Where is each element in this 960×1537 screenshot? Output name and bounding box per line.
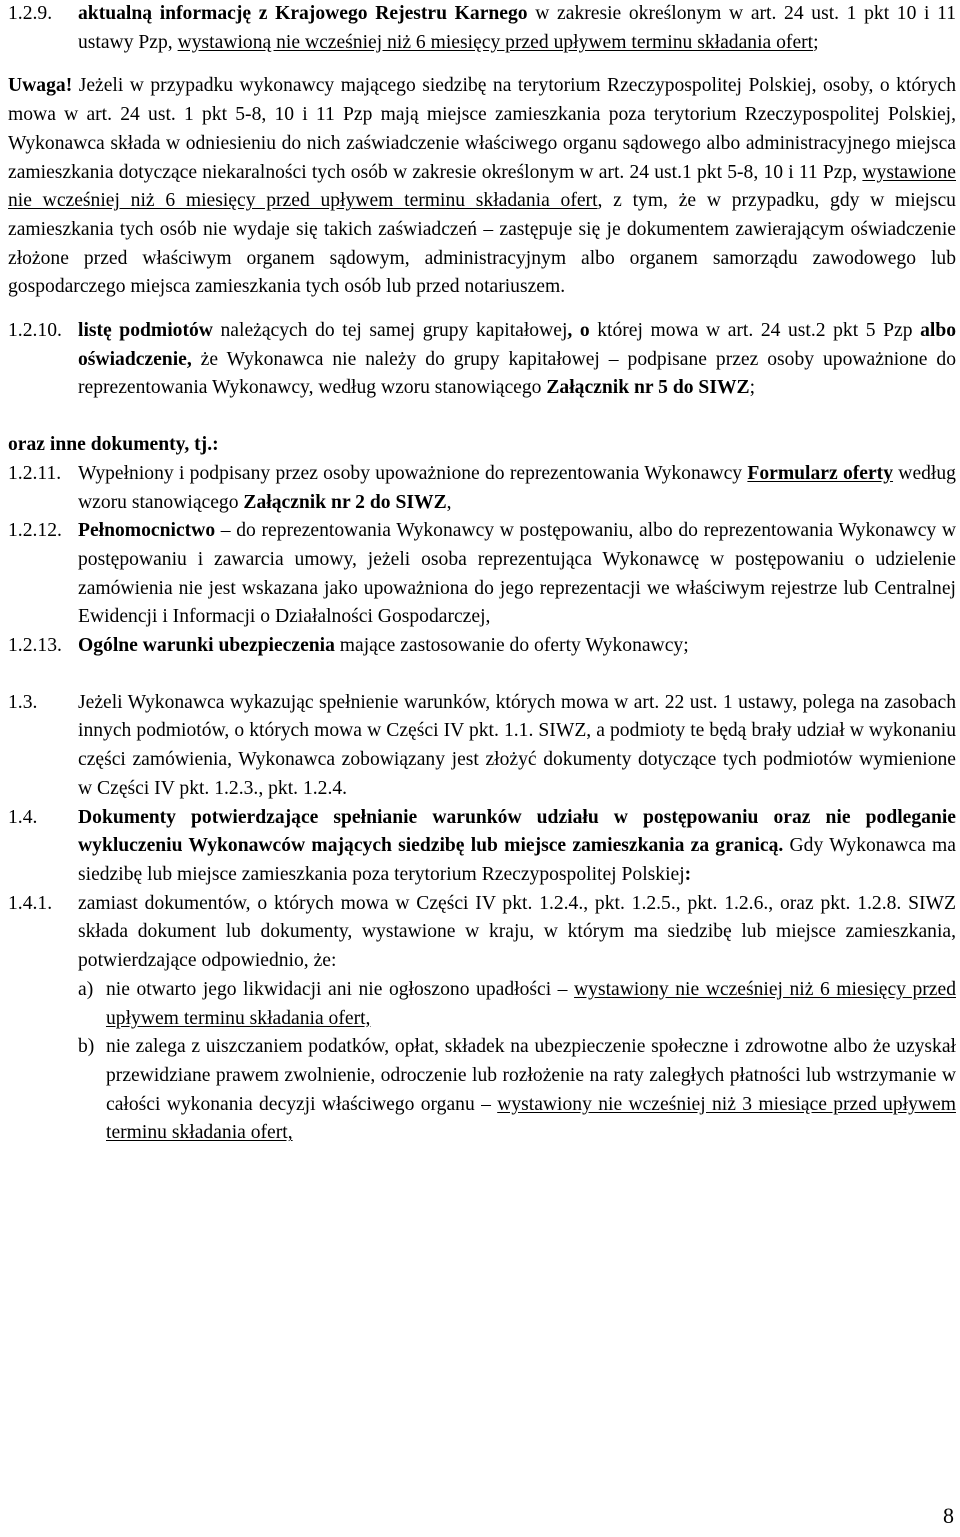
bold-text: Pełnomocnictwo bbox=[78, 520, 216, 542]
paragraph-1-2-13 bbox=[8, 632, 956, 661]
paragraph-1-2-11 bbox=[8, 460, 956, 517]
paragraph-1-4-1 bbox=[8, 890, 956, 1148]
list-item-text bbox=[106, 1033, 956, 1148]
page-number: 8 bbox=[943, 1503, 954, 1528]
bold-underlined-text: Formularz oferty bbox=[747, 462, 894, 484]
list-item bbox=[78, 1033, 956, 1148]
paragraph-1-2-10 bbox=[8, 317, 956, 403]
paragraph-text bbox=[78, 317, 956, 403]
paragraph-number: 1.4.1. bbox=[8, 892, 53, 914]
note-paragraph bbox=[8, 72, 956, 302]
text: , bbox=[446, 491, 452, 513]
paragraph-text bbox=[78, 517, 956, 632]
paragraph-1-2-12 bbox=[8, 517, 956, 632]
text: nie zalega z uiszczaniem podatków, opłat, składek na ubezpieczenie społeczne i zdrowotne albo że uzyskał przewidziane prawem zwolnienie, odroczenie lub rozłożenie na raty zaległych płatności lub wstrzymanie w całości wykonania decyzji właściwego organu – bbox=[106, 1036, 956, 1115]
underlined-text: wystawiony nie wcześniej niż 3 miesiące przed upływem terminu składania ofert, bbox=[106, 1093, 956, 1144]
paragraph-text bbox=[78, 804, 956, 890]
paragraph-number: 1.3. bbox=[8, 691, 38, 713]
paragraph-text bbox=[78, 0, 956, 57]
heading-text: oraz inne dokumenty, tj.: bbox=[8, 434, 219, 456]
bold-text: Załącznik nr 5 do SIWZ bbox=[546, 377, 750, 399]
bold-text: Załącznik nr 2 do SIWZ bbox=[243, 491, 447, 513]
paragraph-1-3 bbox=[8, 689, 956, 804]
text: – do reprezentowania Wykonawcy w postępowaniu, albo do reprezentowania Wykonawcy w postępowaniu i zawarcia umowy, jeżeli osoba reprezentująca Wykonawcę w postępowaniu o udzielenie zamówienia nie jest wskazana jako upoważniona do jego reprezentacji we właściwym rejestrze lub Centralnej Ewidencji i Informacji o Działalności Gospodarczej, bbox=[78, 520, 956, 628]
document-page bbox=[8, 0, 956, 1148]
list-item-text bbox=[106, 976, 956, 1033]
paragraph-text: Jeżeli Wykonawca wykazując spełnienie warunków, których mowa w art. 22 ust. 1 ustawy, polega na zasobach innych podmiotów, o których mowa w Części IV pkt. 1.1. SIWZ, a podmioty te będą brały udział w wykonaniu części zamówienia, Wykonawca zobowiązany jest złożyć dokumenty dotyczące tych podmiotów wymienione w Części IV pkt. 1.2.3., pkt. 1.2.4. bbox=[78, 691, 956, 799]
bold-text: listę podmiotów bbox=[78, 320, 213, 342]
text: że Wykonawca nie należy do grupy kapitałowej – podpisane przez osoby upoważnione do reprezentowania Wykonawcy, według wzoru stanowiącego bbox=[78, 348, 956, 399]
paragraph-number: 1.2.12. bbox=[8, 520, 62, 542]
paragraph-text bbox=[78, 460, 956, 517]
text: Gdy Wykonawca ma siedzibę lub miejsce zamieszkania poza terytorium Rzeczypospolitej Polskiej bbox=[78, 835, 956, 885]
list-item bbox=[78, 976, 956, 1033]
underlined-text: wystawioną nie wcześniej niż 6 miesięcy przed upływem terminu składania ofert bbox=[177, 31, 814, 53]
bold-text: : bbox=[684, 863, 692, 885]
underlined-text: wystawiony nie wcześniej niż 6 miesięcy przed upływem terminu składania ofert, bbox=[106, 978, 956, 1029]
paragraph-number: 1.2.13. bbox=[8, 635, 62, 657]
section-heading bbox=[8, 431, 956, 460]
text: należących do tej samej grupy kapitałowej bbox=[212, 320, 568, 342]
bold-text: Ogólne warunki ubezpieczenia bbox=[78, 635, 335, 657]
text: ; bbox=[813, 31, 819, 53]
paragraph-text bbox=[78, 632, 956, 661]
text: nie otwarto jego likwidacji ani nie ogłoszono upadłości – bbox=[106, 978, 575, 1000]
text: , z tym, że w przypadku, gdy w miejscu zamieszkania tych osób nie wydaje się takich zaświadczeń – zastępuje się je dokumentem zawierającym oświadczenie złożone przed właściwym organem sądowym, administracyjnym albo organem samorządu zawodowego lub gospodarczego miejsca zamieszkania tych osób lub przed notariuszem. bbox=[8, 190, 956, 298]
paragraph-number: 1.2.10. bbox=[8, 320, 62, 342]
paragraph-text bbox=[78, 890, 956, 1148]
note-label: Uwaga! bbox=[8, 75, 73, 97]
sub-list bbox=[78, 976, 956, 1148]
text: mające zastosowanie do oferty Wykonawcy; bbox=[334, 635, 689, 657]
list-item-label: b) bbox=[78, 1036, 95, 1058]
underlined-text: wystawione nie wcześniej niż 6 miesięcy przed upływem terminu składania ofert bbox=[8, 161, 956, 212]
paragraph-number: 1.2.11. bbox=[8, 462, 62, 484]
text: ; bbox=[749, 377, 756, 399]
text: według wzoru stanowiącego bbox=[78, 462, 956, 513]
text: zamiast dokumentów, o których mowa w Części IV pkt. 1.2.4., pkt. 1.2.5., pkt. 1.2.6., oraz pkt. 1.2.8. SIWZ składa dokument lub dokumenty, wystawione w kraju, w którym ma siedzibę lub miejsce zamieszkania, potwierdzające odpowiednio, że: bbox=[78, 892, 956, 972]
paragraph-number: 1.4. bbox=[8, 806, 38, 828]
paragraph-1-2-9 bbox=[8, 0, 956, 57]
list-item-label: a) bbox=[78, 978, 94, 1000]
text: w zakresie określonym w art. 24 ust. 1 pkt 10 i 11 ustawy Pzp, bbox=[78, 3, 956, 53]
text: której mowa w art. 24 ust.2 pkt 5 Pzp bbox=[589, 320, 921, 342]
paragraph-number: 1.2.9. bbox=[8, 3, 53, 24]
bold-text: aktualną informację z Krajowego Rejestru Karnego bbox=[78, 3, 528, 24]
bold-text: Dokumenty potwierdzające spełnianie warunków udziału w postępowaniu oraz nie podleganie wykluczeniu Wykonawców mających siedzibę lub miejsce zamieszkania za granicą. bbox=[78, 806, 956, 857]
bold-text: , o bbox=[567, 320, 590, 342]
paragraph-1-4 bbox=[8, 804, 956, 890]
bold-text: albo oświadczenie, bbox=[78, 320, 957, 370]
text: Jeżeli w przypadku wykonawcy mającego siedzibę na terytorium Rzeczypospolitej Polskiej, osoby, o których mowa w art. 24 ust. 1 pkt 5-8, 10 i 11 Pzp mają miejsce zamieszkania poza terytorium Rzeczypospolitej Polskiej, Wykonawca składa w odniesieniu do nich zaświadczenie właściwego organu sądowego albo administracyjnego miejsca zamieszkania dotyczące niekaralności tych osób w zakresie określonym w art. 24 ust.1 pkt 5-8, 10 i 11 Pzp, bbox=[8, 75, 956, 183]
text: Wypełniony i podpisany przez osoby upoważnione do reprezentowania Wykonawcy bbox=[78, 462, 748, 484]
